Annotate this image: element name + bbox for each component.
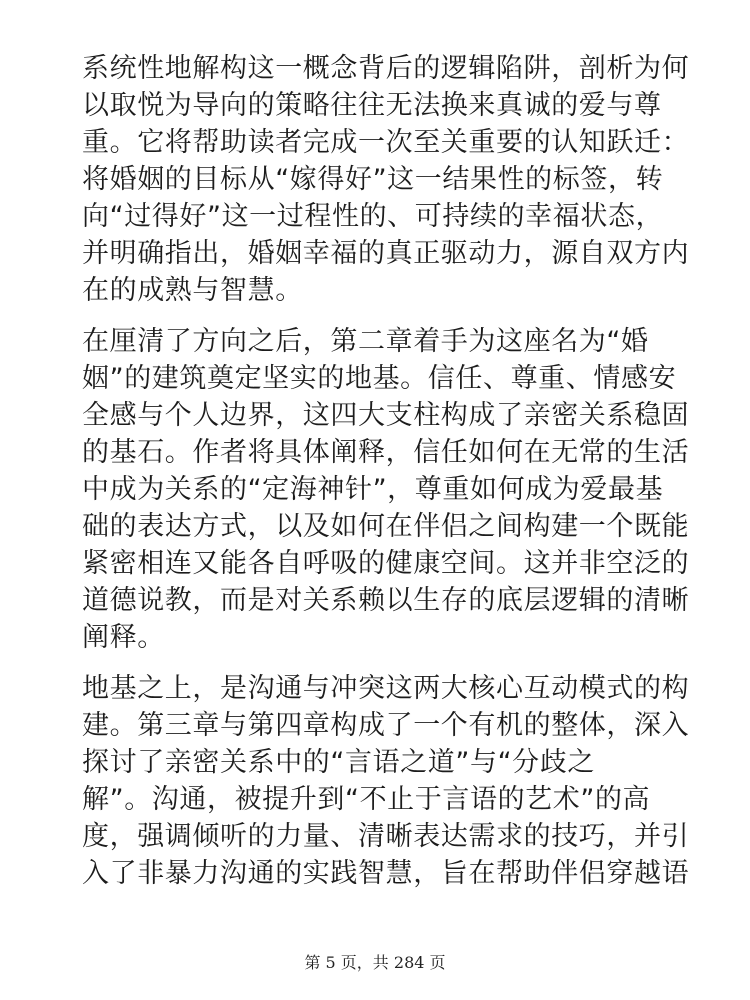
body-text [82,50,690,892]
text-line: 建。第三章与第四章构成了一个有机的整体，深入 [82,710,690,741]
text-line: 在的成熟与智慧。 [82,275,303,306]
text-line: 全感与个人边界，这四大支柱构成了亲密关系稳固 [82,400,690,431]
text-line: 道德说教，而是对关系赖以生存的底层逻辑的清晰 [82,585,690,616]
text-line: 姻”的建筑奠定坚实的地基。信任、尊重、情感安 [82,363,677,394]
paragraph-1 [82,50,690,309]
text-line: 系统性地解构这一概念背后的逻辑陷阱，剖析为何 [82,53,690,84]
paragraph-spacer [82,656,672,670]
text-line: 中成为关系的“定海神针”，尊重如何成为爱最基 [82,474,664,505]
text-line: 将婚姻的目标从“嫁得好”这一结果性的标签，转 [82,164,664,195]
page-number: 第 5 页，共 284 页 [304,953,446,972]
text-line: 地基之上，是沟通与冲突这两大核心互动模式的构 [82,673,690,704]
text-line: 在厘清了方向之后，第二章着手为这座名为“婚 [82,326,649,357]
text-line: 探讨了亲密关系中的“言语之道”与“分歧之 [82,747,595,778]
paragraph-2 [82,323,690,656]
paragraph-spacer [82,309,672,323]
text-line: 入了非暴力沟通的实践智慧，旨在帮助伴侣穿越语 [82,858,690,889]
text-line: 的基石。作者将具体阐释，信任如何在无常的生活 [82,437,690,468]
text-line: 阐释。 [82,622,165,653]
text-line: 重。它将帮助读者完成一次至关重要的认知跃迁： [82,127,690,158]
text-line: 解”。沟通，被提升到“不止于言语的艺术”的高 [82,784,651,815]
text-line: 并明确指出，婚姻幸福的真正驱动力，源自双方内 [82,238,690,269]
text-line: 础的表达方式，以及如何在伴侣之间构建一个既能 [82,511,690,542]
paragraph-3 [82,670,690,892]
text-line: 向“过得好”这一过程性的、可持续的幸福状态， [82,201,664,232]
text-line: 紧密相连又能各自呼吸的健康空间。这并非空泛的 [82,548,690,579]
text-line: 度，强调倾听的力量、清晰表达需求的技巧，并引 [82,821,690,852]
text-line: 以取悦为导向的策略往往无法换来真诚的爱与尊 [82,90,662,121]
